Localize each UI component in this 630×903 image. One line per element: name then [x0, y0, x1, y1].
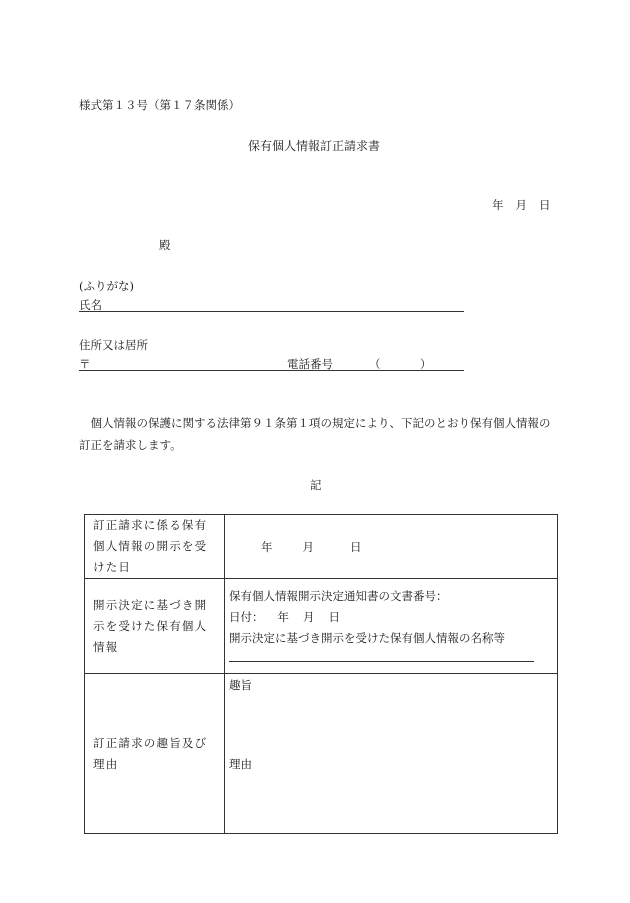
phone-open-paren: （	[369, 357, 381, 371]
name-input-line[interactable]	[79, 311, 464, 312]
postal-mark: 〒	[79, 357, 91, 371]
notice-date-line	[229, 609, 340, 625]
ki-heading: 記	[310, 478, 322, 492]
document-title: 保有個人情報訂正請求書	[248, 139, 381, 153]
disclosed-info-cell[interactable]	[225, 579, 558, 674]
table-row	[85, 674, 558, 834]
date-month-label: 月	[515, 198, 527, 212]
info-name-input-line[interactable]	[229, 661, 534, 662]
disclosure-date-value	[225, 539, 557, 555]
purpose-label: 趣旨	[229, 678, 252, 692]
phone-label: 電話番号	[287, 357, 333, 371]
name-label: 氏名	[79, 298, 102, 312]
row2-month-label: 月	[303, 610, 315, 624]
date-day-label: 日	[539, 198, 551, 212]
address-label: 住所又は居所	[79, 338, 148, 352]
table-row	[85, 579, 558, 674]
row1-year-label: 年	[261, 539, 273, 554]
form-number: 様式第１３号（第１７条関係）	[79, 98, 240, 112]
row1-day-label: 日	[350, 539, 362, 554]
disclosed-info-label: 開示決定に基づき開示を受けた保有個人情報	[85, 579, 225, 674]
disclosure-date-label: 訂正請求に係る保有個人情報の開示を受けた日	[85, 515, 225, 579]
disclosure-date-cell[interactable]	[225, 515, 558, 579]
addressee-suffix: 殿	[159, 238, 171, 252]
furigana-label: (ふりがな)	[79, 279, 134, 293]
request-statement: 個人情報の保護に関する法律第９１条第１項の規定により、下記のとおり保有個人情報の訂正を請求します。	[79, 416, 551, 452]
row1-month-label: 月	[302, 539, 314, 554]
address-input-line[interactable]	[79, 370, 464, 371]
date-year-label: 年	[492, 198, 504, 212]
phone-close-paren: ）	[420, 357, 432, 371]
row2-day-label: 日	[328, 610, 340, 624]
notice-date-label: 日付：	[229, 610, 264, 624]
row2-year-label: 年	[277, 610, 289, 624]
table-row	[85, 515, 558, 579]
notice-number-label: 保有個人情報開示決定通知書の文書番号：	[229, 589, 448, 603]
purpose-reason-label: 訂正請求の趣旨及び理由	[85, 674, 225, 834]
purpose-reason-cell[interactable]	[225, 674, 558, 834]
info-name-label: 開示決定に基づき開示を受けた保有個人情報の名称等	[229, 631, 505, 645]
reason-label: 理由	[229, 757, 252, 771]
request-details-table	[84, 514, 558, 834]
submission-date	[492, 197, 551, 213]
